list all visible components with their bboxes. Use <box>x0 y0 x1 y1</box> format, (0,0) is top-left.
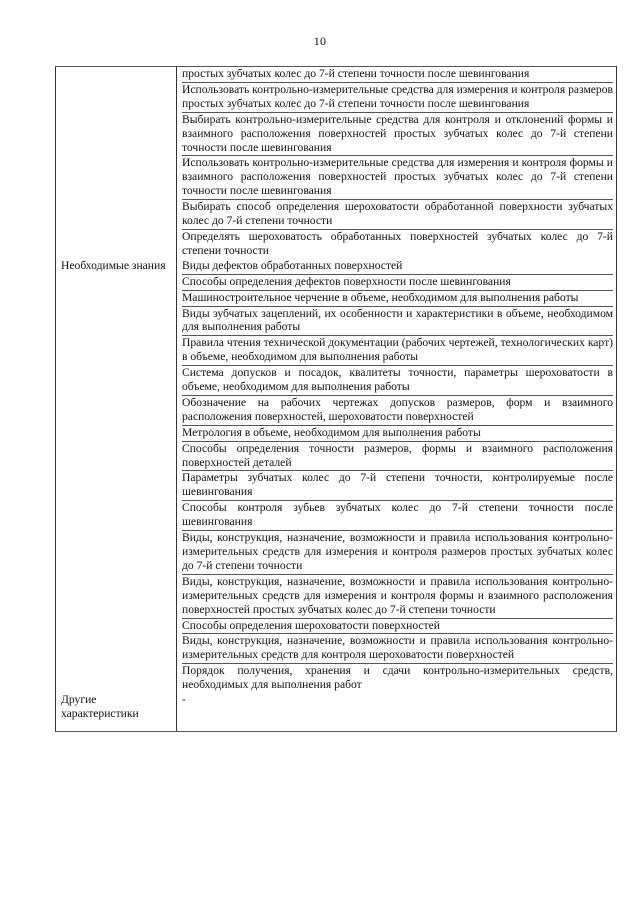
list-item: Способы контроля зубьев зубчатых колес до 7-й степени точности после шевингования <box>182 501 613 531</box>
competency-table <box>55 66 617 732</box>
list-item: Метрология в объеме, необходимом для выполнения работы <box>182 426 613 442</box>
row-label <box>56 67 177 259</box>
list-item: Способы определения точности размеров, формы и взаимного расположения поверхностей деталей <box>182 442 613 472</box>
list-item: - <box>182 693 186 707</box>
list-item: Выбирать способ определения шероховатости обработанной поверхности зубчатых колес до 7-й степени точности <box>182 200 613 230</box>
row-items <box>177 67 617 259</box>
row-label: Другие характеристики <box>56 693 177 731</box>
list-item: Виды, конструкция, назначение, возможности и правила использования контрольно-измерительных средств для измерения и контроля размеров простых зубчатых колес до 7-й степени точности <box>182 531 613 575</box>
table-row <box>56 67 617 259</box>
list-item: Параметры зубчатых колес до 7-й степени точности, контролируемые после шевингования <box>182 471 613 501</box>
list-item: Виды, конструкция, назначение, возможности и правила использования контрольно-измерительных средств для измерения и контроля формы и взаимного расположения поверхностей простых зубчатых колес до 7-й степени точности <box>182 575 613 619</box>
list-item: Виды зубчатых зацеплений, их особенности и характеристики в объеме, необходимом для выполнения работы <box>182 307 613 337</box>
list-item: Виды, конструкция, назначение, возможности и правила использования контрольно-измерительных средств для контроля шероховатости поверхностей <box>182 634 613 664</box>
list-item: Машиностроительное черчение в объеме, необходимом для выполнения работы <box>182 291 613 307</box>
list-item: Система допусков и посадок, квалитеты точности, параметры шероховатости в объеме, необходимом для выполнения работы <box>182 366 613 396</box>
table-row <box>56 259 617 693</box>
row-items <box>177 259 617 693</box>
row-items <box>177 693 617 731</box>
table-row <box>56 693 617 731</box>
page-number: 10 <box>313 34 327 48</box>
list-item: Порядок получения, хранения и сдачи контрольно-измерительных средств, необходимых для выполнения работ <box>182 664 613 692</box>
list-item: Виды дефектов обработанных поверхностей <box>182 259 613 275</box>
list-item: Выбирать контрольно-измерительные средства для контроля и отклонений формы и взаимного расположения поверхностей простых зубчатых колес до 7-й степени точности после шевингования <box>182 113 613 157</box>
list-item: Определять шероховатость обработанных поверхностей зубчатых колес до 7-й степени точности <box>182 229 613 257</box>
row-label: Необходимые знания <box>56 259 177 693</box>
list-item: Правила чтения технической документации (рабочих чертежей, технологических карт) в объеме, необходимом для выполнения работы <box>182 336 613 366</box>
list-item: Использовать контрольно-измерительные средства для измерения и контроля формы и взаимного расположения поверхностей простых зубчатых колес до 7-й степени точности после шевингования <box>182 156 613 200</box>
list-item: Обозначение на рабочих чертежах допусков размеров, форм и взаимного расположения поверхностей, шероховатости поверхностей <box>182 396 613 426</box>
list-item: Способы определения дефектов поверхности после шевингования <box>182 275 613 291</box>
list-item: Способы определения шероховатости поверхностей <box>182 619 613 635</box>
list-item: простых зубчатых колес до 7-й степени точности после шевингования <box>182 67 613 83</box>
list-item: Использовать контрольно-измерительные средства для измерения и контроля размеров простых зубчатых колес до 7-й степени точности после шевингования <box>182 83 613 113</box>
